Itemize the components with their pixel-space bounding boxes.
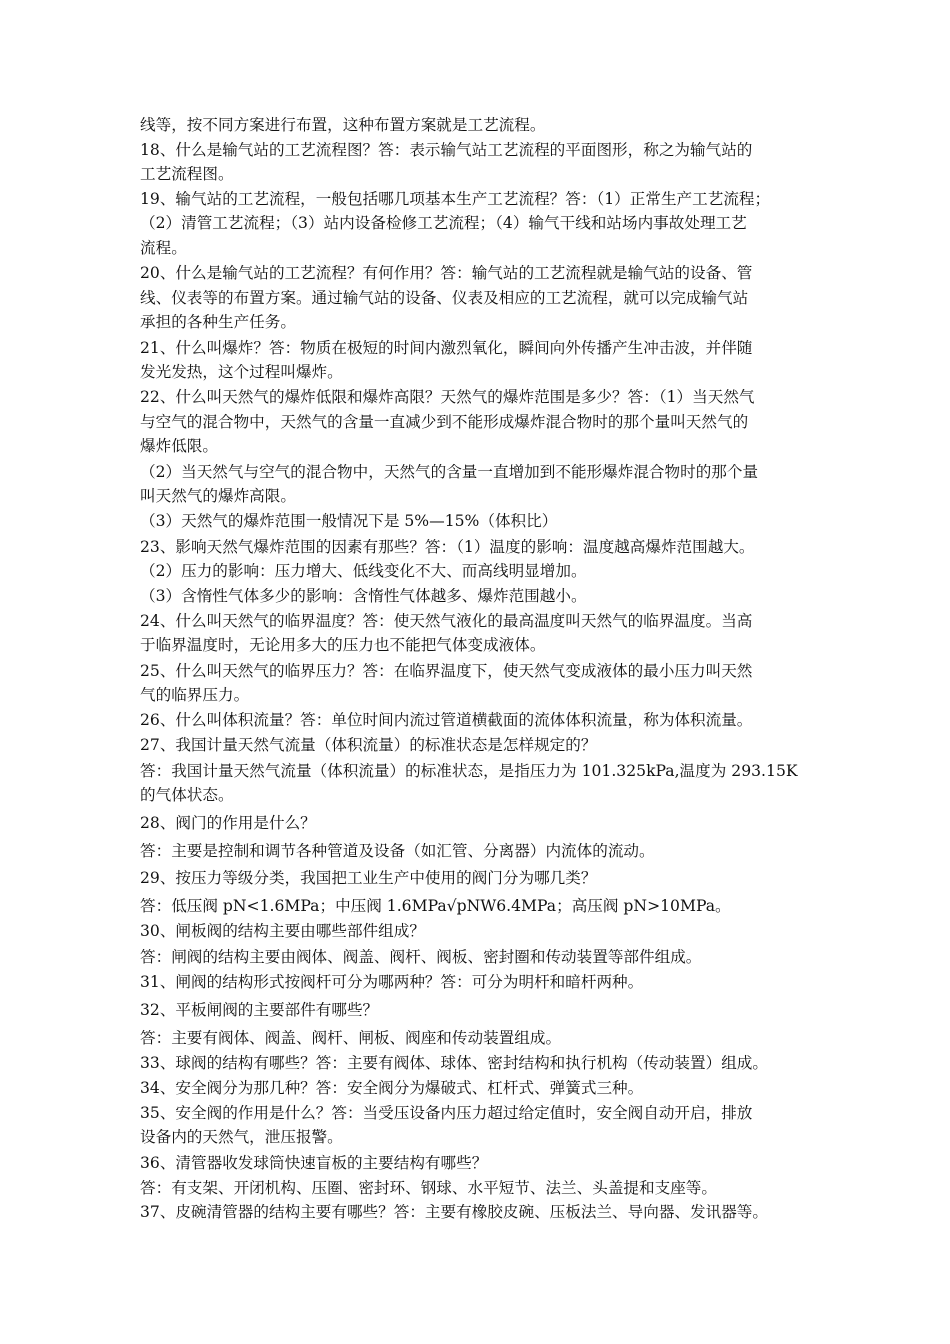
text-line: 31、闸阀的结构形式按阀杆可分为哪两种？答：可分为明杆和暗杆两种。 xyxy=(140,973,644,991)
text-line: 33、球阀的结构有哪些？答：主要有阀体、球体、密封结构和执行机构（传动装置）组成。 xyxy=(140,1054,768,1072)
text-line: 流程。 xyxy=(140,239,187,257)
text-line: 工艺流程图。 xyxy=(140,165,234,183)
text-line: （2）当天然气与空气的混合物中，天然气的含量一直增加到不能形爆炸混合物时的那个量 xyxy=(140,463,759,481)
text-line: 答：闸阀的结构主要由阀体、阀盖、阀杆、阀板、密封圈和传动装置等部件组成。 xyxy=(140,948,702,966)
text-line: 28、阀门的作用是什么？ xyxy=(140,814,316,832)
text-line: 22、什么叫天然气的爆炸低限和爆炸高限？天然气的爆炸范围是多少？答：（1）当天然气 xyxy=(140,388,755,406)
text-line: （3）含惰性气体多少的影响：含惰性气体越多、爆炸范围越小。 xyxy=(140,587,587,605)
text-line: 答：主要有阀体、阀盖、阀杆、闸板、阀座和传动装置组成。 xyxy=(140,1029,562,1047)
text-line: 25、什么叫天然气的临界压力？答：在临界温度下，使天然气变成液体的最小压力叫天然 xyxy=(140,662,753,680)
text-line: 爆炸低限。 xyxy=(140,437,218,455)
text-line: 19、输气站的工艺流程，一般包括哪几项基本生产工艺流程？答：（1）正常生产工艺流程； xyxy=(140,190,771,208)
text-line: 答：低压阀 pN<1.6MPa；中压阀 1.6MPa√pNW6.4MPa；高压阀 pN>10MPa。 xyxy=(140,897,731,915)
text-line: 30、闸板阀的结构主要由哪些部件组成？ xyxy=(140,922,425,940)
text-line: 叫天然气的爆炸高限。 xyxy=(140,487,296,505)
text-line: 23、影响天然气爆炸范围的因素有那些？答：（1）温度的影响：温度越高爆炸范围越大。 xyxy=(140,538,755,556)
text-line: 20、什么是输气站的工艺流程？有何作用？答：输气站的工艺流程就是输气站的设备、管 xyxy=(140,264,753,282)
text-line: 承担的各种生产任务。 xyxy=(140,313,296,331)
text-line: 35、安全阀的作用是什么？答：当受压设备内压力超过给定值时，安全阀自动开启，排放 xyxy=(140,1104,753,1122)
text-line: 34、安全阀分为那几种？答：安全阀分为爆破式、杠杆式、弹簧式三种。 xyxy=(140,1079,644,1097)
text-line: （2）压力的影响：压力增大、低线变化不大、而高线明显增加。 xyxy=(140,562,587,580)
text-line: 答：有支架、开闭机构、压圈、密封环、钢球、水平短节、法兰、头盖提和支座等。 xyxy=(140,1179,717,1197)
text-line: 线等，按不同方案进行布置，这种布置方案就是工艺流程。 xyxy=(140,116,546,134)
text-line: 36、清管器收发球筒快速盲板的主要结构有哪些？ xyxy=(140,1154,488,1172)
text-line: （3）天然气的爆炸范围一般情况下是 5%—15%（体积比） xyxy=(140,512,558,530)
text-line: 32、平板闸阀的主要部件有哪些？ xyxy=(140,1001,379,1019)
text-line: 29、按压力等级分类，我国把工业生产中使用的阀门分为哪几类？ xyxy=(140,869,597,887)
text-line: 设备内的天然气，泄压报警。 xyxy=(140,1128,343,1146)
text-line: 与空气的混合物中，天然气的含量一直减少到不能形成爆炸混合物时的那个量叫天然气的 xyxy=(140,413,749,431)
text-line: 发光发热，这个过程叫爆炸。 xyxy=(140,363,343,381)
text-line: （2）清管工艺流程；（3）站内设备检修工艺流程；（4）输气干线和站场内事故处理工艺 xyxy=(140,214,747,232)
text-line: 26、什么叫体积流量？答：单位时间内流过管道横截面的流体体积流量，称为体积流量。 xyxy=(140,711,753,729)
text-line: 答：我国计量天然气流量（体积流量）的标准状态，是指压力为 101.325kPa,温度为 293.15K xyxy=(140,762,798,780)
text-line: 21、什么叫爆炸？答：物质在极短的时间内激烈氧化，瞬间向外传播产生冲击波，并伴随 xyxy=(140,339,753,357)
text-line: 18、什么是输气站的工艺流程图？答：表示输气站工艺流程的平面图形，称之为输气站的 xyxy=(140,141,753,159)
text-line: 答：主要是控制和调节各种管道及设备（如汇管、分离器）内流体的流动。 xyxy=(140,842,655,860)
text-line: 气的临界压力。 xyxy=(140,686,250,704)
text-line: 27、我国计量天然气流量（体积流量）的标准状态是怎样规定的？ xyxy=(140,736,597,754)
text-line: 24、什么叫天然气的临界温度？答：使天然气液化的最高温度叫天然气的临界温度。当高 xyxy=(140,612,753,630)
text-line: 线、仪表等的布置方案。通过输气站的设备、仪表及相应的工艺流程，就可以完成输气站 xyxy=(140,289,749,307)
text-line: 于临界温度时，无论用多大的压力也不能把气体变成液体。 xyxy=(140,636,546,654)
text-line: 的气体状态。 xyxy=(140,786,234,804)
text-line: 37、皮碗清管器的结构主要有哪些？答：主要有橡胶皮碗、压板法兰、导向器、发讯器等。 xyxy=(140,1203,768,1221)
